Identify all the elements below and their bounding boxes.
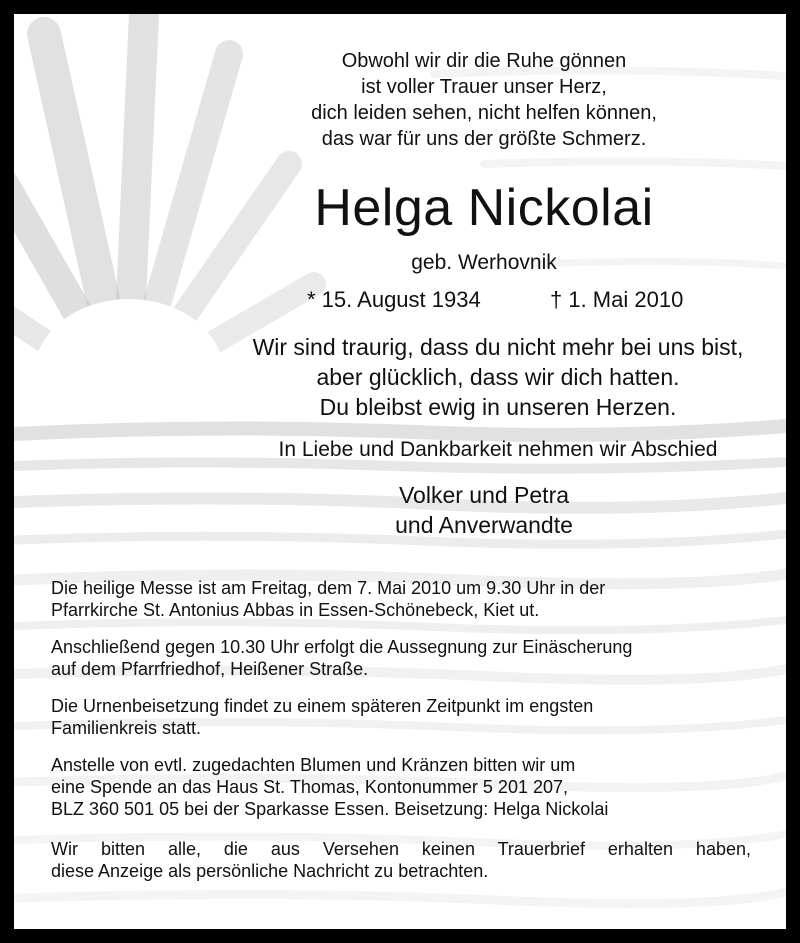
death-date: † 1. Mai 2010 [550, 287, 684, 312]
paragraph-line: Anschließend gegen 10.30 Uhr erfolgt die Aussegnung zur Einäscherung [51, 637, 633, 657]
paragraph-line: Anstelle von evtl. zugedachten Blumen und Kränzen bitten wir um [51, 755, 576, 775]
signer-line: Volker und Petra [398, 482, 570, 508]
paragraph-line: Die heilige Messe ist am Freitag, dem 7. Mai 2010 um 9.30 Uhr in der [51, 578, 606, 598]
farewell-line: In Liebe und Dankbarkeit nehmen wir Abschied [278, 438, 718, 461]
poem-line: Obwohl wir dir die Ruhe gönnen [341, 50, 627, 72]
paragraph-line: Familienkreis statt. [51, 718, 202, 738]
birth-name: geb. Werhovnik [411, 251, 557, 274]
paragraph-line: Pfarrkirche St. Antonius Abbas in Essen-Schönebeck, Kiet ut. [51, 600, 540, 620]
birth-date: * 15. August 1934 [307, 287, 481, 312]
paragraph-line: BLZ 360 501 05 bei der Sparkasse Essen. Beisetzung: Helga Nickolai [51, 799, 609, 819]
signer-line: und Anverwandte [395, 512, 573, 538]
notice-statement-paragraph [51, 838, 751, 882]
mass-info-paragraph [51, 577, 751, 621]
paragraph-line: diese Anzeige als persönliche Nachricht zu betrachten. [51, 861, 489, 881]
paragraph-line: Die Urnenbeisetzung findet zu einem späteren Zeitpunkt im engsten [51, 696, 594, 716]
notice-content [14, 14, 786, 929]
signers [244, 480, 724, 540]
donation-paragraph [51, 754, 751, 820]
poem-line: das war für uns der größte Schmerz. [321, 128, 647, 150]
sentiment-line: Du bleibst ewig in unseren Herzen. [319, 394, 677, 420]
blessing-info-paragraph [51, 636, 751, 680]
paragraph-line: eine Spende an das Haus St. Thomas, Kontonummer 5 201 207, [51, 777, 568, 797]
poem-line: dich leiden sehen, nicht helfen können, [311, 102, 657, 124]
urn-burial-paragraph [51, 695, 751, 739]
memorial-poem [244, 48, 724, 152]
sentiment-line: Wir sind traurig, dass du nicht mehr bei uns bist, [252, 334, 744, 360]
paragraph-line: auf dem Pfarrfriedhof, Heißener Straße. [51, 659, 369, 679]
paragraph-line: Wir bitten alle, die aus Versehen keinen Trauerbrief erhalten haben, [51, 839, 751, 859]
deceased-name: Helga Nickolai [314, 179, 654, 237]
sentiment-text [214, 332, 782, 422]
poem-line: ist voller Trauer unser Herz, [361, 76, 607, 98]
sentiment-line: aber glücklich, dass wir dich hatten. [316, 364, 680, 390]
